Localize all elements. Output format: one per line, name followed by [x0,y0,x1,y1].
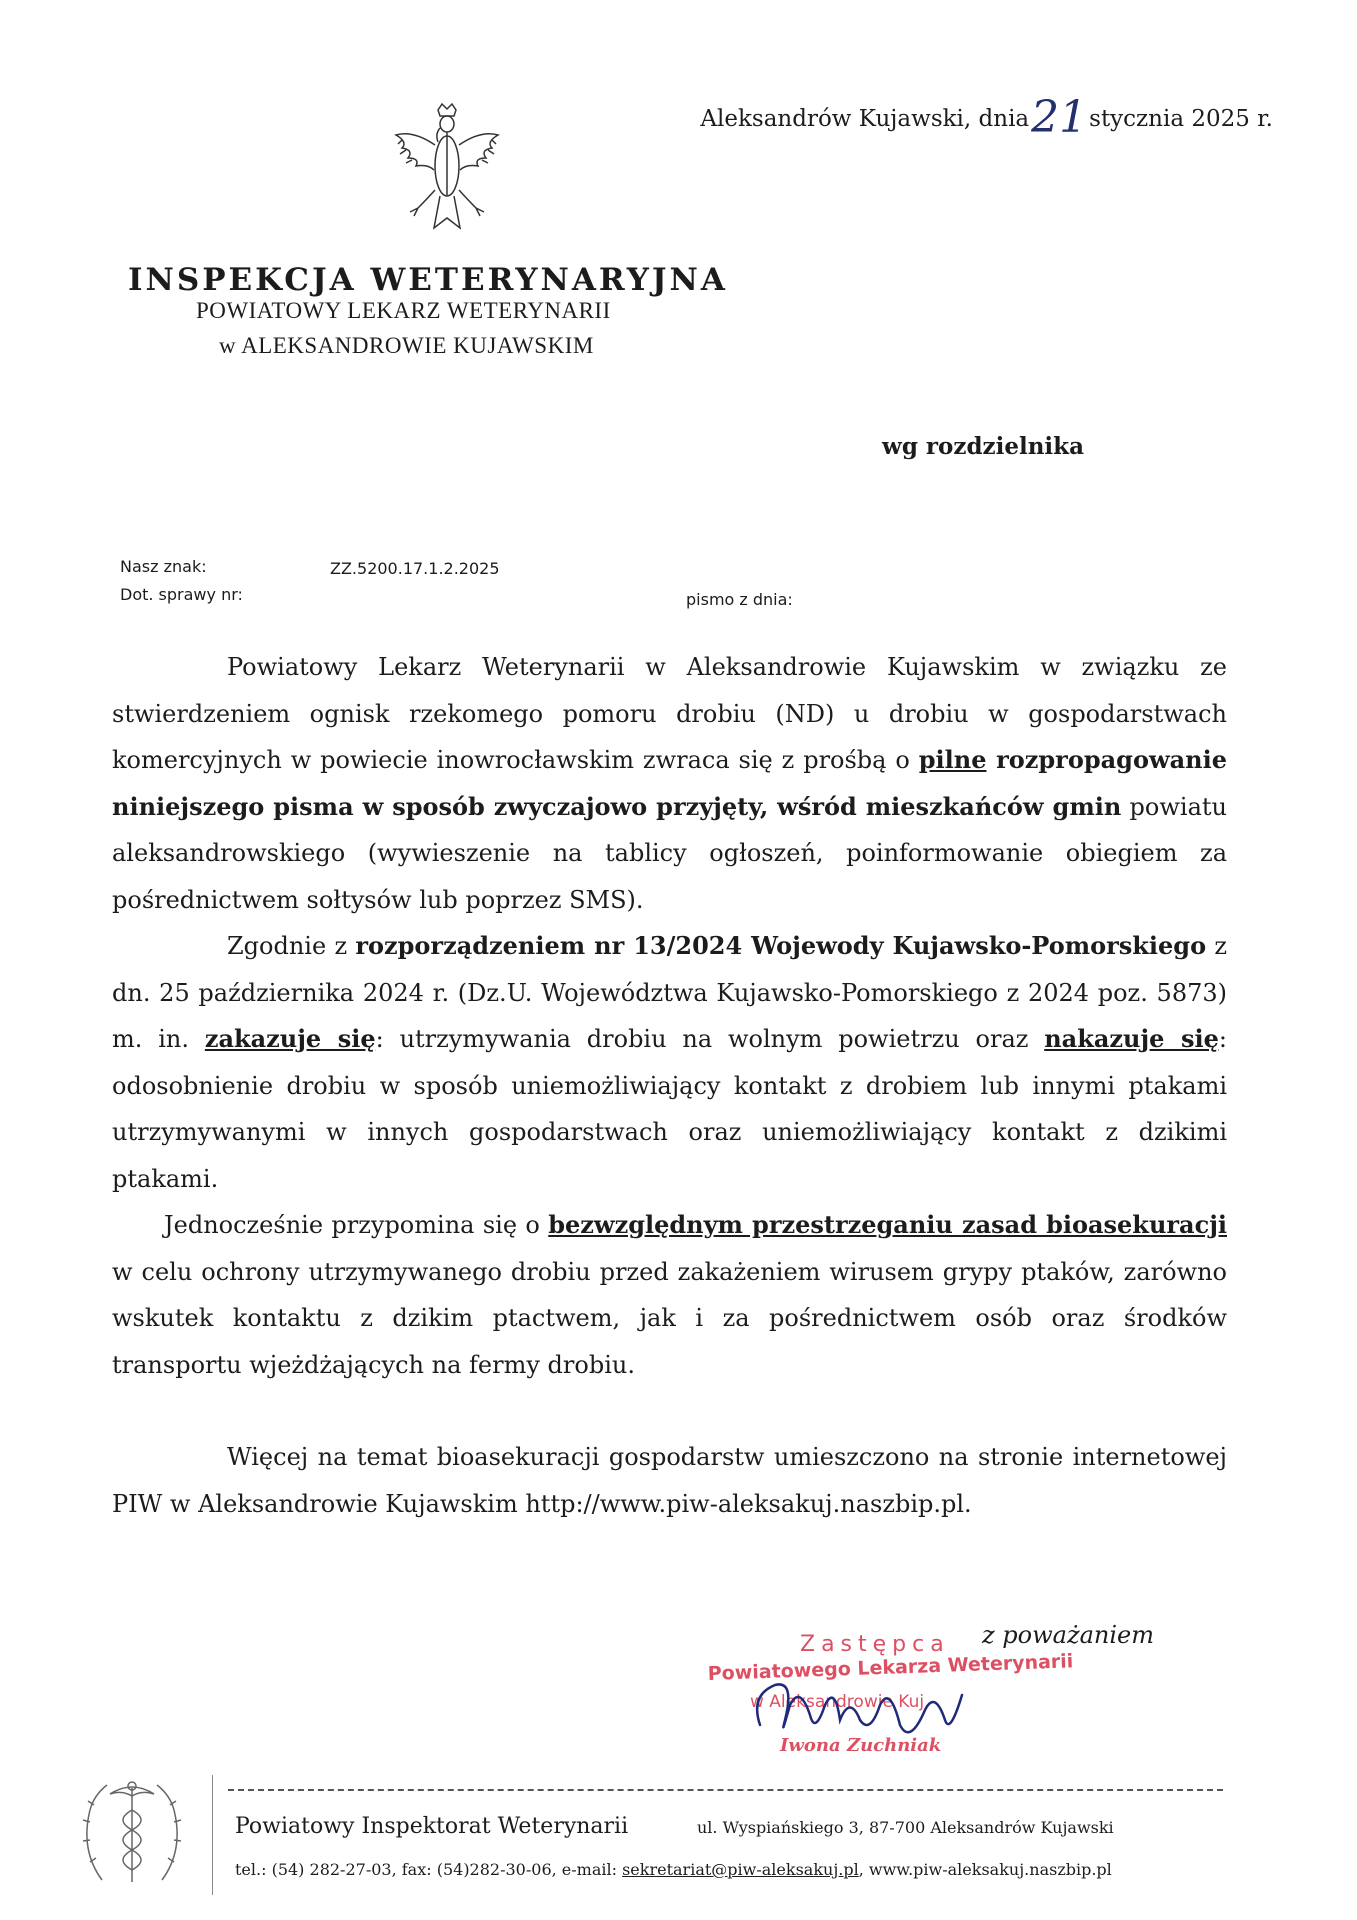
our-ref-value: ZZ.5200.17.1.2.2025 [330,559,500,578]
p2-text-g: : odosobnienie drobiu w sposób uniemożliwiający kontakt z drobiem lub innymi ptakami utrzymywanymi w innych gospodarstwach oraz uniemożliwiający kontakt z dzikimi ptakami. [112,1025,1227,1193]
office-title: POWIATOWY LEKARZ WETERYNARII [196,298,611,323]
p2-text-c: z dn. 25 października 2024 r. (Dz.U. Województwa Kujawsko-Pomorskiego z 2024 poz. 5873) m. in. [112,932,1227,1053]
eagle-emblem-icon [388,100,506,238]
paragraph-2 [112,923,1227,1202]
svg-text:w Aleksandrowie Kuj.: w Aleksandrowie Kuj. [750,1692,930,1712]
p2-ordered: nakazuje się [1044,1024,1219,1053]
p1-emphasis-urgent: pilne [918,745,987,774]
p3-text-c: w celu ochrony utrzymywanego drobiu przed zakażeniem wirusem grypy ptaków, zarówno wskutek kontaktu z dzikim ptactwem, jak i za pośrednictwem osób oraz środków transportu wjeżdżających na fermy drobiu. [112,1257,1227,1379]
footer-divider-vertical [212,1775,213,1895]
paragraph-4: Więcej na temat bioasekuracji gospodarstw umieszczono na stronie internetowej PIW w Aleksandrowie Kujawskim http://www.piw-aleksakuj.naszbip.pl. [112,1443,1227,1518]
official-stamp-signature [700,1625,1074,1765]
svg-text:Zastępca: Zastępca [800,1632,950,1657]
p2-text-a: Zgodnie z [227,932,356,960]
footer-email-link[interactable]: sekretariat@piw-aleksakuj.pl [622,1860,859,1879]
footer-divider-horizontal [228,1789,1223,1791]
footer-contact [235,1860,1112,1879]
p1-text-a: Powiatowy Lekarz Weterynarii w Aleksandrowie Kujawskim w związku ze stwierdzeniem ognisk rzekomego pomoru drobiu (ND) u drobiu w gospodarstwach komercyjnych w powiecie inowrocławskim zwraca się z prośbą o [112,653,1227,774]
p2-regulation: rozporządzeniem nr 13/2024 Wojewody Kujawsko-Pomorskiego [355,931,1207,960]
p1-text-d: powiatu aleksandrowskiego (wywieszenie na tablicy ogłoszeń, poinformowanie obiegiem za pośrednictwem sołtysów lub poprzez SMS). [112,792,1228,914]
footer-institution-name: Powiatowy Inspektorat Weterynarii [235,1814,629,1839]
svg-text:Powiatowego Lekarza Weterynari: Powiatowego Lekarza Weterynarii [707,1650,1074,1685]
date-line [700,86,1273,143]
our-ref-label: Nasz znak: [120,557,207,576]
date-day-handwritten: 21 [1031,92,1088,143]
p1-emphasis-request: rozpropagowanie niniejszego pisma w sposób zwyczajowo przyjęty, wśród mieszkańców gmin [112,745,1228,821]
office-organization: INSPEKCJA WETERYNARYJNA [128,262,728,298]
date-suffix: stycznia 2025 r. [1089,106,1273,132]
paragraph-3 [112,1202,1227,1388]
footer-phone-fax: tel.: (54) 282-27-03, fax: (54)282-30-06, e-mail: [235,1860,623,1879]
office-location: w ALEKSANDROWIE KUJAWSKIM [219,333,594,358]
closing-phrase: z poważaniem [982,1621,1154,1649]
svg-text:Iwona Zuchniak: Iwona Zuchniak [780,1735,942,1756]
p2-prohibited: zakazuje się [204,1024,376,1053]
footer-website: , www.piw-aleksakuj.naszbip.pl [858,1860,1112,1879]
date-prefix: Aleksandrów Kujawski, dnia [700,106,1030,132]
caduceus-icon [72,1770,192,1895]
p2-text-e: : utrzymywania drobiu na wolnym powietrzu oraz [375,1025,1045,1053]
recipient: wg rozdzielnika [882,433,1084,460]
p3-text-a: Jednocześnie przypomina się o [164,1211,549,1239]
paragraph-1 [112,644,1227,923]
case-number-label: Dot. sprawy nr: [120,585,243,604]
letter-date-label: pismo z dnia: [686,590,793,609]
footer-address: ul. Wyspiańskiego 3, 87-700 Aleksandrów Kujawski [697,1818,1114,1837]
p3-biosecurity: bezwzględnym przestrzeganiu zasad bioasekuracji [548,1210,1227,1239]
letter-body [112,644,1227,1527]
